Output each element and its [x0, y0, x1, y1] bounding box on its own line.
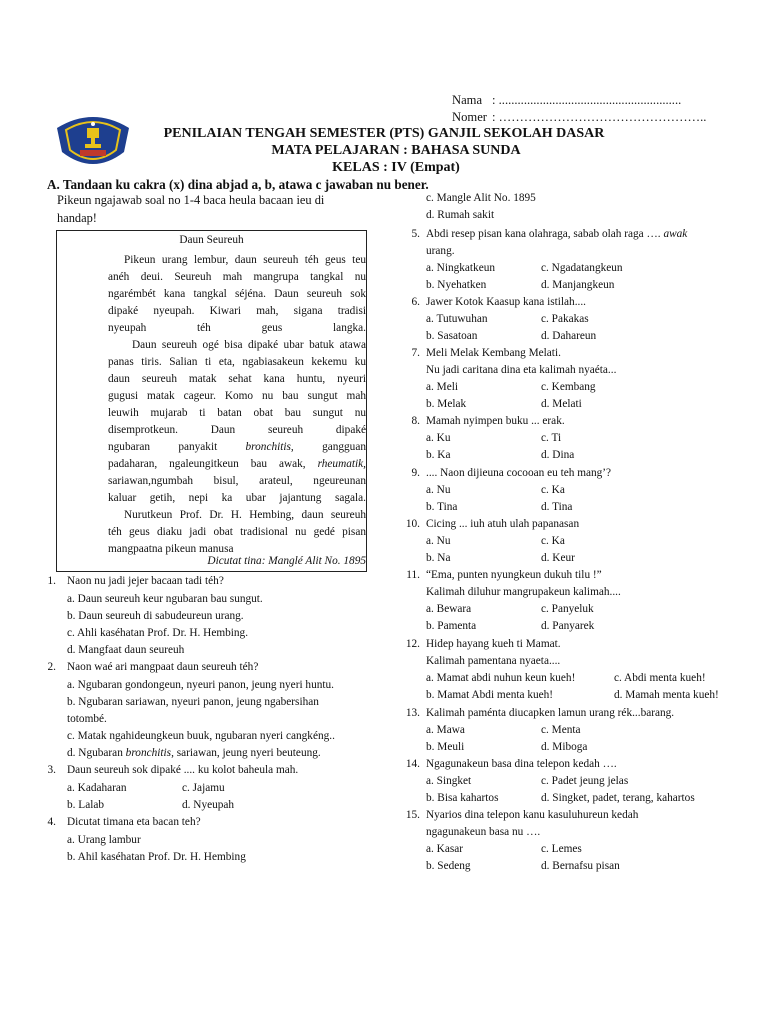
- answer-option[interactable]: d. Keur: [541, 552, 575, 564]
- answer-option[interactable]: b. Mamat Abdi menta kueh!: [426, 689, 554, 701]
- passage-line: ngubaran panyakit bronchitis, gangguan: [108, 441, 366, 453]
- question-number: 15.: [405, 809, 420, 821]
- answer-option[interactable]: a. Ngubaran gondongeun, nyeuri panon, jeung nyeri huntu.: [67, 679, 334, 691]
- answer-option[interactable]: b. Ka: [426, 449, 451, 461]
- answer-option[interactable]: c. Lemes: [541, 843, 582, 855]
- answer-option[interactable]: c. Ka: [541, 484, 565, 496]
- question-text: Jawer Kotok Kaasup kana istilah....: [426, 296, 586, 308]
- answer-option[interactable]: b. Lalab: [67, 799, 105, 811]
- answer-option[interactable]: b. Melak: [426, 398, 467, 410]
- answer-option[interactable]: c. Ngadatangkeun: [541, 262, 623, 274]
- answer-option[interactable]: totombé.: [67, 713, 107, 725]
- answer-option[interactable]: d. Tina: [541, 501, 573, 513]
- question-number: 13.: [405, 707, 420, 719]
- passage-line: leuwih mujarab ti batan obat bau sungut nu: [108, 407, 366, 419]
- answer-option[interactable]: d. Singket, padet, terang, kahartos: [541, 792, 695, 804]
- passage-line: disemprotkeun. Daun seureuh dipaké: [108, 424, 366, 436]
- answer-option[interactable]: c. Abdi menta kueh!: [614, 672, 706, 684]
- answer-option[interactable]: c. Menta: [541, 724, 581, 736]
- question-number: 5.: [411, 228, 420, 240]
- answer-option[interactable]: d. Mangfaat daun seureuh: [67, 644, 185, 656]
- question-text: Nu jadi caritana dina eta kalimah nyaéta...: [426, 364, 617, 376]
- answer-option[interactable]: a. Bewara: [426, 603, 472, 615]
- q4-option-c[interactable]: c. Mangle Alit No. 1895: [426, 192, 536, 204]
- question-text: Naon nu jadi jejer bacaan tadi téh?: [67, 575, 224, 587]
- passage-line: panas tiris. Salian ti eta, ngabiasakeun kekemu ku: [108, 356, 366, 368]
- answer-option[interactable]: d. Nyeupah: [182, 799, 235, 811]
- exam-title: PENILAIAN TENGAH SEMESTER (PTS) GANJIL SEKOLAH DASAR: [163, 126, 605, 141]
- question-text: ngagunakeun basa nu ….: [426, 826, 541, 838]
- answer-option[interactable]: a. Ningkatkeun: [426, 262, 496, 274]
- answer-option[interactable]: a. Nu: [426, 484, 451, 496]
- answer-option[interactable]: b. Ngubaran sariawan, nyeuri panon, jeung ngabersihan: [67, 696, 319, 708]
- question-text: Mamah nyimpen buku ... erak.: [426, 415, 565, 427]
- question-text: Dicutat timana eta bacan teh?: [67, 816, 201, 828]
- question-number: 9.: [411, 467, 420, 479]
- passage-line: Daun seureuh ogé bisa dipaké ubar batuk atawa: [132, 339, 366, 351]
- answer-option[interactable]: b. Sasatoan: [426, 330, 478, 342]
- answer-option[interactable]: c. Ahli kaséhatan Prof. Dr. H. Hembing.: [67, 627, 249, 639]
- question-number: 1.: [47, 575, 56, 587]
- passage-line: nyeupah téh geus langka.: [108, 322, 366, 334]
- answer-option[interactable]: a. Kadaharan: [67, 782, 127, 794]
- answer-option[interactable]: b. Bisa kahartos: [426, 792, 499, 804]
- answer-option[interactable]: a. Nu: [426, 535, 451, 547]
- question-text: Kalimah pamentana nyaeta....: [426, 655, 561, 667]
- answer-option[interactable]: c. Padet jeung jelas: [541, 775, 629, 787]
- passage-line: mangpaatna pikeun manusa: [108, 543, 234, 555]
- answer-option[interactable]: b. Nyehatken: [426, 279, 487, 291]
- answer-option[interactable]: d. Miboga: [541, 741, 588, 753]
- passage-line: padaharan, ngaleungitkeun bau awak, rheumatik,: [108, 458, 366, 470]
- answer-option[interactable]: b. Daun seureuh di sabudeureun urang.: [67, 610, 244, 622]
- answer-option[interactable]: a. Ku: [426, 432, 451, 444]
- question-text: Daun seureuh sok dipaké .... ku kolot baheula mah.: [67, 764, 299, 776]
- passage-line: daun seureuh matak sehat kana huntu, nyeuri: [108, 373, 366, 385]
- passage-line: gugusi matak cageur. Komo nu bau sungut mah: [108, 390, 366, 402]
- passage-line: Pikeun urang lembur, daun seureuh téh geus teu: [124, 254, 366, 266]
- answer-option[interactable]: b. Pamenta: [426, 620, 477, 632]
- instruction-line-1: Pikeun ngajawab soal no 1-4 baca heula bacaan ieu di: [57, 193, 325, 207]
- question-number: 12.: [405, 638, 420, 650]
- passage-line: kaluar getih, nepi ka ubar jajantung sagala.: [108, 492, 366, 504]
- answer-option[interactable]: d. Panyarek: [541, 620, 595, 632]
- answer-option[interactable]: c. Kembang: [541, 381, 596, 393]
- passage-line: ngarémbét kana tangkal séjéna. Daun seureuh sok: [108, 288, 366, 300]
- answer-option[interactable]: a. Singket: [426, 775, 472, 787]
- answer-option[interactable]: d. Ngubaran bronchitis, sariawan, jeung nyeri beuteung.: [67, 747, 321, 759]
- answer-option[interactable]: c. Panyeluk: [541, 603, 594, 615]
- question-number: 4.: [47, 816, 56, 828]
- question-number: 8.: [411, 415, 420, 427]
- passage-title: Daun Seureuh: [179, 234, 244, 246]
- question-number: 10.: [405, 518, 420, 530]
- question-number: 11.: [406, 569, 420, 581]
- answer-option[interactable]: c. Matak ngahideungkeun buuk, ngubaran nyeri cangkéng..: [67, 730, 335, 742]
- answer-option[interactable]: b. Tina: [426, 501, 458, 513]
- passage-line: dipaké nyeupah. Kiwari mah, sigana tradisi: [108, 305, 366, 317]
- answer-option[interactable]: a. Daun seureuh keur ngubaran bau sungut.: [67, 593, 263, 605]
- instruction-line-2: handap!: [57, 211, 97, 225]
- answer-option[interactable]: b. Sedeng: [426, 860, 471, 872]
- answer-option[interactable]: a. Tutuwuhan: [426, 313, 488, 325]
- number-field[interactable]: : …………………………………………..: [492, 110, 707, 124]
- number-label: Nomer: [452, 110, 487, 124]
- answer-option[interactable]: b. Na: [426, 552, 451, 564]
- question-text: .... Naon dijieuna cocooan eu teh mang’?: [426, 467, 612, 479]
- exam-class: KELAS : IV (Empat): [332, 160, 460, 175]
- question-text: Hidep hayang kueh ti Mamat.: [426, 638, 561, 650]
- name-field[interactable]: : ..........................................................: [492, 93, 682, 107]
- answer-option[interactable]: a. Meli: [426, 381, 458, 393]
- answer-option[interactable]: a. Urang lambur: [67, 834, 141, 846]
- passage-line: téh geus diaku jadi obat tradisional nu gedé pisan: [108, 526, 366, 538]
- answer-option[interactable]: a. Kasar: [426, 843, 464, 855]
- passage-line: sariawan,ngumbah bisul, arateul, ngeureunan: [108, 475, 366, 487]
- question-text: Abdi resep pisan kana olahraga, sabab olah raga …. awak: [426, 228, 688, 240]
- answer-option[interactable]: d. Dahareun: [541, 330, 597, 342]
- answer-option[interactable]: b. Meuli: [426, 741, 465, 753]
- answer-option[interactable]: c. Pakakas: [541, 313, 589, 325]
- question-number: 7.: [411, 347, 420, 359]
- answer-option[interactable]: c. Ka: [541, 535, 565, 547]
- question-text: Naon waé ari mangpaat daun seureuh téh?: [67, 661, 259, 673]
- question-number: 2.: [47, 661, 56, 673]
- passage-line: anéh deui. Seureuh mah mangrupa tangkal nu: [108, 271, 366, 283]
- answer-option[interactable]: a. Mamat abdi nuhun keun kueh!: [426, 672, 576, 684]
- question-text: Kalimah paménta diucapken lamun urang rék...barang.: [426, 707, 675, 719]
- question-text: Nyarios dina telepon kanu kasuluhureun kedah: [426, 809, 639, 821]
- answer-option[interactable]: d. Melati: [541, 398, 582, 410]
- question-text: “Ema, punten nyungkeun dukuh tilu !”: [426, 569, 602, 581]
- answer-option[interactable]: c. Ti: [541, 432, 562, 444]
- question-text: Kalimah diluhur mangrupakeun kalimah....: [426, 586, 621, 598]
- question-number: 6.: [411, 296, 420, 308]
- answer-option[interactable]: d. Manjangkeun: [541, 279, 615, 291]
- answer-option[interactable]: d. Bernafsu pisan: [541, 860, 620, 872]
- question-number: 3.: [47, 764, 56, 776]
- question-text: Ngagunakeun basa dina telepon kedah ….: [426, 758, 617, 770]
- name-label: Nama: [452, 93, 483, 107]
- answer-option[interactable]: d. Mamah menta kueh!: [614, 689, 719, 701]
- section-a-heading: A. Tandaan ku cakra (x) dina abjad a, b, atawa c jawaban nu bener.: [47, 177, 429, 192]
- student-number-line: [452, 110, 707, 125]
- student-name-line: [452, 93, 682, 108]
- answer-option[interactable]: d. Dina: [541, 449, 575, 461]
- q4-option-d[interactable]: d. Rumah sakit: [426, 209, 495, 221]
- answer-option[interactable]: c. Jajamu: [182, 782, 225, 794]
- answer-option[interactable]: a. Mawa: [426, 724, 465, 736]
- exam-subject: MATA PELAJARAN : BAHASA SUNDA: [271, 143, 521, 158]
- answer-option[interactable]: b. Ahil kaséhatan Prof. Dr. H. Hembing: [67, 851, 246, 863]
- passage-source: Dicutat tina: Manglé Alit No. 1895: [207, 555, 366, 567]
- question-number: 14.: [405, 758, 420, 770]
- question-text: Cicing ... iuh atuh ulah papanasan: [426, 518, 580, 530]
- question-text: Meli Melak Kembang Melati.: [426, 347, 561, 359]
- question-text: urang.: [426, 245, 455, 257]
- passage-line: Nurutkeun Prof. Dr. H. Hembing, daun seureuh: [124, 509, 366, 521]
